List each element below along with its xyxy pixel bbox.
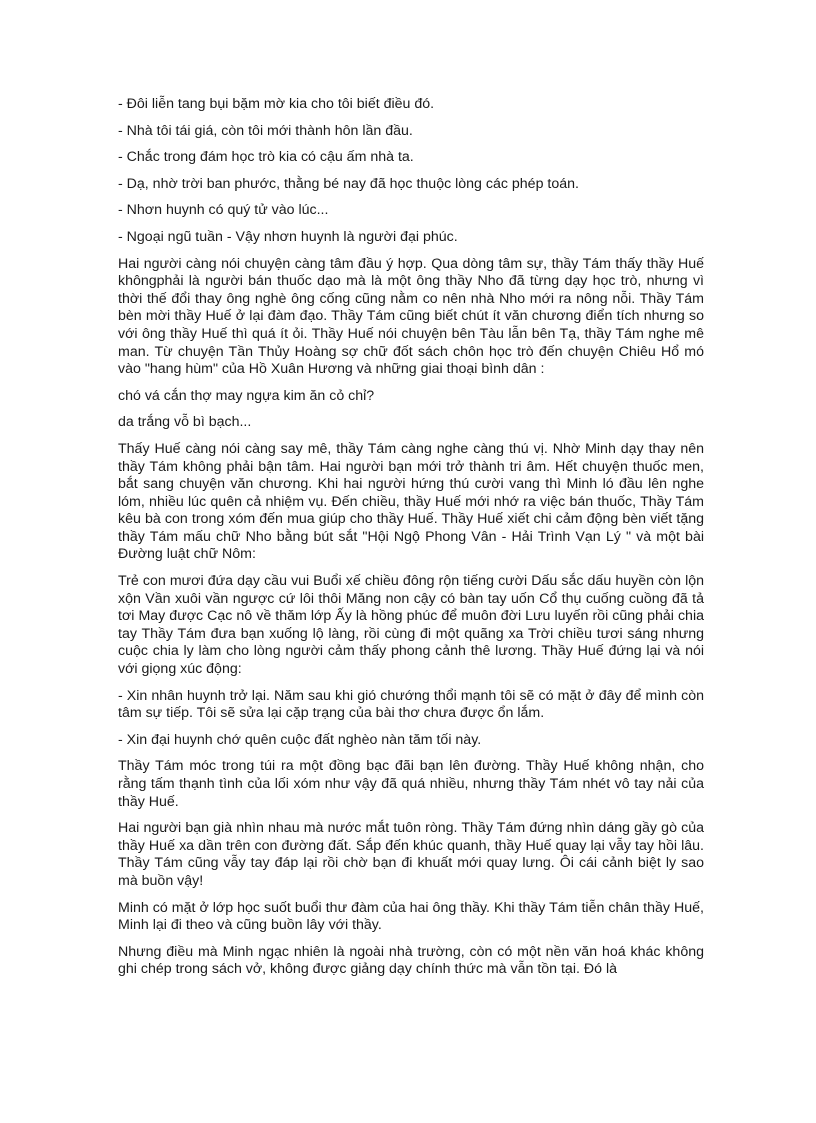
body-paragraph: Trẻ con mươi đứa dạy cầu vui Buổi xế chiều đông rộn tiếng cười Dấu sắc dấu huyền còn lộn xộn Vần xuôi vần ngược cứ lôi thôi Măng non cậy có bàn tay uốn Cổ thụ cuống cuồng đã tả tơi May được Cạc nô về thăm lớp Ấy là hồng phúc để muôn đời Lưu luyến rồi cũng phải chia tay Thầy Tám đưa bạn xuống lộ làng, rồi cùng đi một quãng xa Trời chiều tươi sáng nhưng cuộc chia ly làm cho lòng người cảm thấy phong cảnh thê lương. Thầy Huế đứng lại và nói với giọng xúc động: [118,573,704,678]
body-paragraph: Hai người càng nói chuyện càng tâm đầu ý hợp. Qua dòng tâm sự, thầy Tám thấy thầy Huế khôngphải là người bán thuốc dạo mà là một ông thầy Nho đã từng dạy học trò, nhưng vì thời thế đổi thay ông nghè ông cống cũng nằm co nên nhà Nho mới ra nông nỗi. Thầy Tám bèn mời thầy Huế ở lại đàm đạo. Thầy Tám cũng biết chút ít văn chương điển tích nhưng so với ông thầy Huế thì quá ít ỏi. Thầy Huế nói chuyện bên Tàu lẫn bên Tạ, thầy Tám nghe mê man. Từ chuyện Tần Thủy Hoàng sợ chữ đốt sách chôn học trò đến chuyện Chiêu Hổ mó vào "hang hùm" của Hồ Xuân Hương và những giai thoại bình dân : [118,255,704,378]
dialogue-line: - Xin đại huynh chớ quên cuộc đất nghèo nàn tăm tối này. [118,731,482,748]
body-paragraph: Hai người bạn già nhìn nhau mà nước mắt tuôn ròng. Thầy Tám đứng nhìn dáng gầy gò của thầy Huế xa dần trên con đường đất. Sắp đến khúc quanh, thầy Huế quay lại vẫy tay hồi lâu. Thầy Tám cũng vẫy tay đáp lại rồi chờ bạn đi khuất mới quay lưng. Ôi cái cảnh biệt ly sao mà buồn vậy! [118,820,704,889]
dialogue-line: - Dạ, nhờ trời ban phước, thằng bé nay đã học thuộc lòng các phép toán. [118,175,579,192]
dialogue-line: - Ngoại ngũ tuần - Vậy nhơn huynh là người đại phúc. [118,228,458,245]
dialogue-line: - Chắc trong đám học trò kia có cậu ấm nhà ta. [118,149,414,166]
document-page [118,96,704,988]
verse-line: da trắng vỗ bì bạch... [118,414,252,431]
body-paragraph: Thầy Tám móc trong túi ra một đồng bạc đãi bạn lên đường. Thầy Huế không nhận, cho rằng tấm thạnh tình của lối xóm như vậy đã quá nhiều, nhưng thầy Tám nhét vô tay nải của thầy Huế. [118,758,704,810]
body-paragraph: Thấy Huế càng nói càng say mê, thầy Tám càng nghe càng thú vị. Nhờ Minh dạy thay nên thầy Tám không phải bận tâm. Hai người bạn mới trở thành tri âm. Hết chuyện thuốc men, bắt sang chuyện văn chương. Khi hai người hứng thú cười vang thì Minh ló đầu lên nghe lóm, nhiều lúc quên cả nhiệm vụ. Đến chiều, thầy Huế mới nhớ ra việc bán thuốc, Thầy Tám kêu bà con trong xóm đến mua giúp cho thầy Huế. Thầy Huế xiết chi cảm động bèn viết tặng thầy Tám mấu chữ Nho bằng bút sắt "Hội Ngộ Phong Vân - Hải Trình Vạn Lý " và một bài Đường luật chữ Nôm: [118,440,704,563]
body-paragraph: Nhưng điều mà Minh ngạc nhiên là ngoài nhà trường, còn có một nền văn hoá khác không ghi chép trong sách vở, không được giảng dạy chính thức mà vẫn tồn tại. Đó là [118,943,704,978]
dialogue-paragraph: - Xin nhân huynh trở lại. Năm sau khi gió chướng thổi mạnh tôi sẽ có mặt ở đây để mình còn tâm sự tiếp. Tôi sẽ sửa lại cặp trạng của bài thơ chưa được ổn lắm. [118,687,704,722]
verse-line: chó vá cắn thợ may ngựa kim ăn cỏ chỉ? [118,387,375,404]
body-paragraph: Minh có mặt ở lớp học suốt buổi thư đàm của hai ông thầy. Khi thầy Tám tiễn chân thầy Huế, Minh lại đi theo và cũng buồn lây với thầy. [118,899,704,934]
dialogue-line: - Nhơn huynh có quý tử vào lúc... [118,202,329,219]
dialogue-line: - Đôi liễn tang bụi bặm mờ kia cho tôi biết điều đó. [118,96,435,112]
dialogue-line: - Nhà tôi tái giá, còn tôi mới thành hôn lần đầu. [118,122,413,139]
